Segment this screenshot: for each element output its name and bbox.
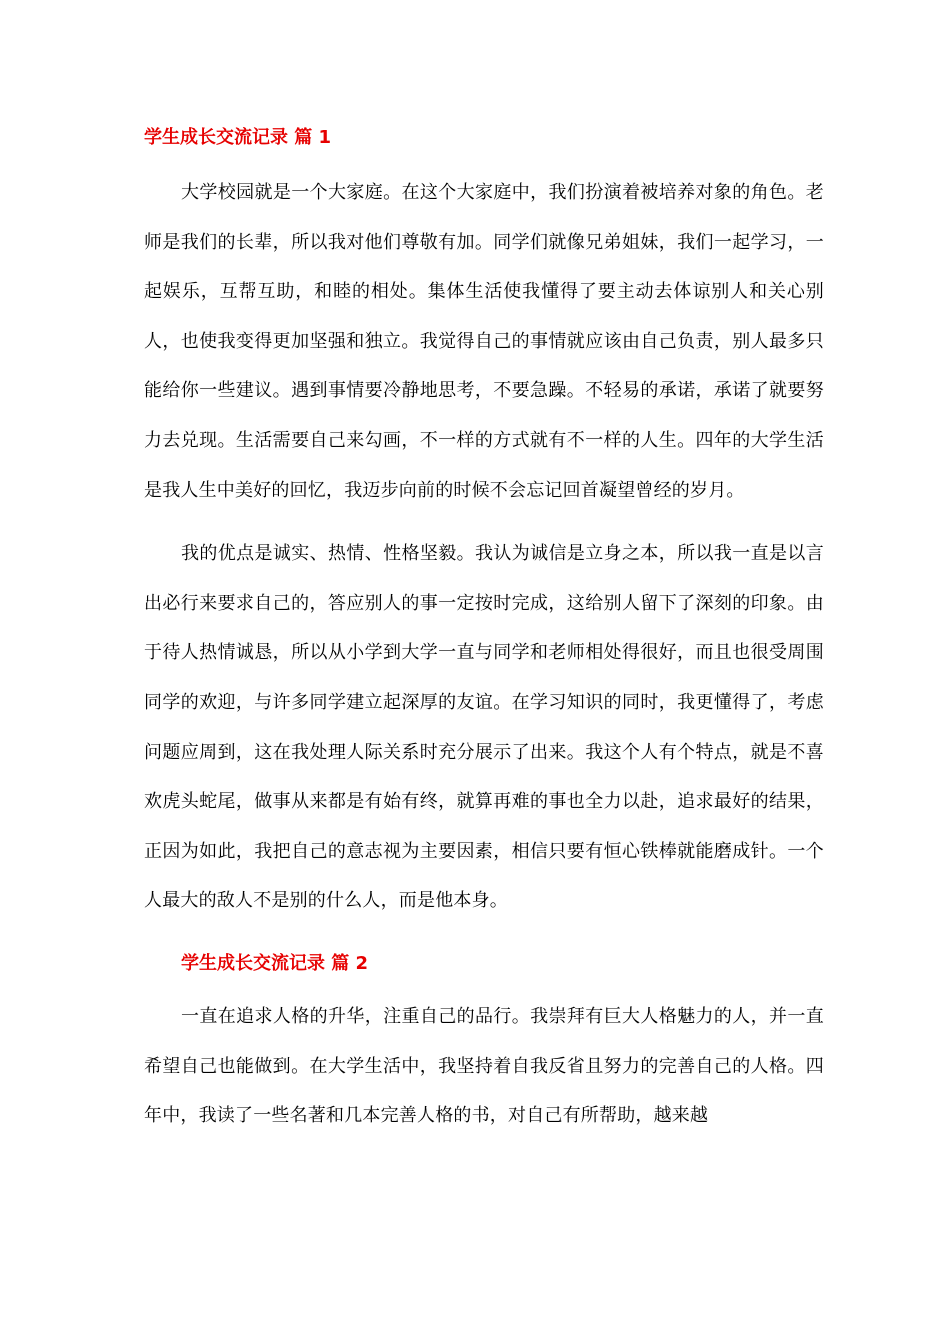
document-page xyxy=(144,118,824,1141)
section-2-heading: 学生成长交流记录 篇 2 xyxy=(181,952,369,974)
section-1-paragraph-2: 我的优点是诚实、热情、性格坚毅。我认为诚信是立身之本，所以我一直是以言出必行来要求自己的，答应别人的事一定按时完成，这给别人留下了深刻的印象。由于待人热情诚恳，所以从小学到大学一直与同学和老师相处得很好，而且也很受周围同学的欢迎，与许多同学建立起深厚的友谊。在学习知识的同时，我更懂得了，考虑问题应周到，这在我处理人际关系时充分展示了出来。我这个人有个特点，就是不喜欢虎头蛇尾，做事从来都是有始有终，就算再难的事也全力以赴，追求最好的结果，正因为如此，我把自己的意志视为主要因素，相信只要有恒心铁棒就能磨成针。一个人最大的敌人不是别的什么人，而是他本身。 xyxy=(144,543,824,912)
section-1-heading: 学生成长交流记录 篇 1 xyxy=(144,127,332,148)
section-1-paragraph-1: 大学校园就是一个大家庭。在这个大家庭中，我们扮演着被培养对象的角色。老师是我们的长辈，所以我对他们尊敬有加。同学们就像兄弟姐妹，我们一起学习，一起娱乐，互帮互助，和睦的相处。集体生活使我懂得了要主动去体谅别人和关心别人，也使我变得更加坚强和独立。我觉得自己的事情就应该由自己负责，别人最多只能给你一些建议。遇到事情要冷静地思考，不要急躁。不轻易的承诺，承诺了就要努力去兑现。生活需要自己来勾画，不一样的方式就有不一样的人生。四年的大学生活是我人生中美好的回忆，我迈步向前的时候不会忘记回首凝望曾经的岁月。 xyxy=(144,182,824,501)
section-2-paragraph-1: 一直在追求人格的升华，注重自己的品行。我崇拜有巨大人格魅力的人，并一直希望自己也能做到。在大学生活中，我坚持着自我反省且努力的完善自己的人格。四年中，我读了一些名著和几本完善人格的书，对自己有所帮助，越来越 xyxy=(144,1005,824,1127)
